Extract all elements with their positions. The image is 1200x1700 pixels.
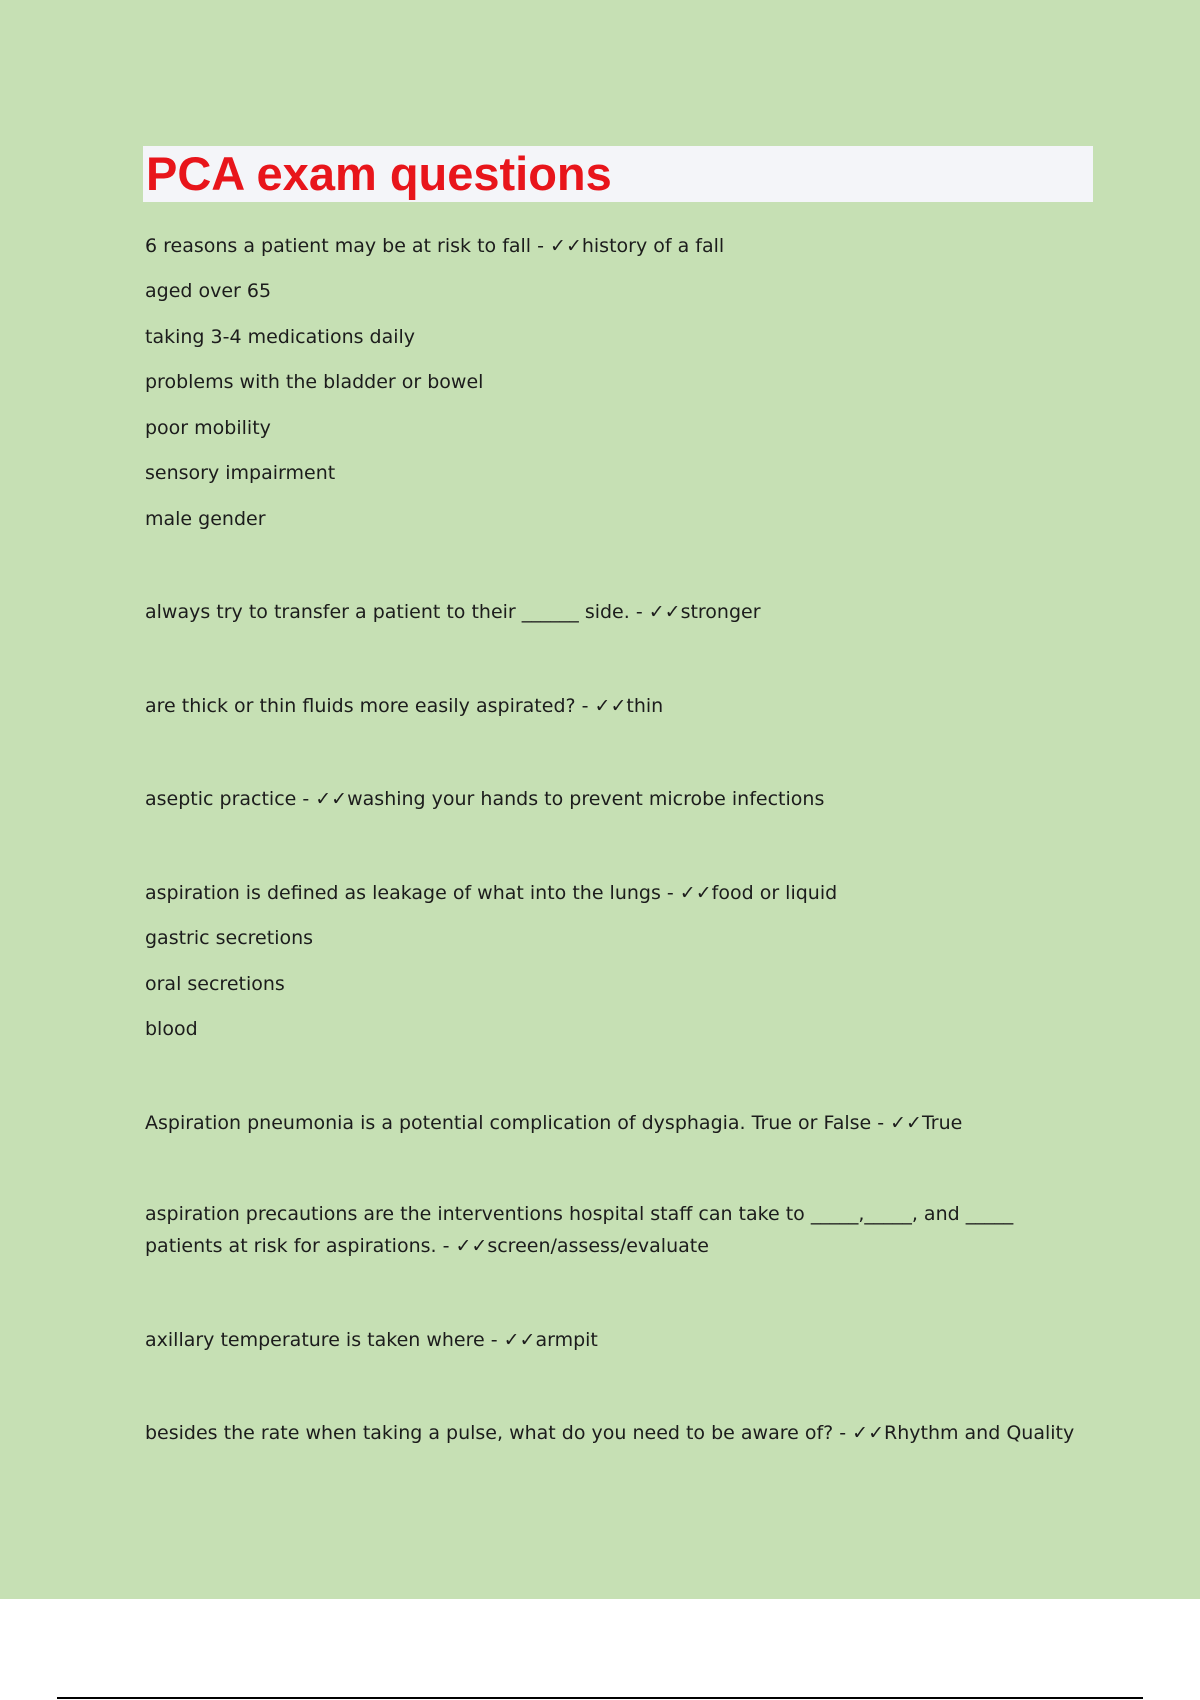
question-text: aseptic practice - ✓✓washing your hands to prevent microbe infections	[145, 788, 825, 810]
answer-list-item: taking 3-4 medications daily	[145, 326, 416, 348]
question-text: Aspiration pneumonia is a potential complication of dysphagia. True or False - ✓✓True	[145, 1112, 963, 1134]
question-text: are thick or thin fluids more easily aspirated? - ✓✓thin	[145, 695, 664, 717]
answer-list-item: sensory impairment	[145, 462, 336, 484]
answer-list-item: aged over 65	[145, 280, 272, 302]
question-text: always try to transfer a patient to their ______ side. - ✓✓stronger	[145, 601, 761, 623]
answer-list-item: gastric secretions	[145, 927, 314, 949]
answer-list-item: problems with the bladder or bowel	[145, 371, 484, 393]
question-text: 6 reasons a patient may be at risk to fall - ✓✓history of a fall	[145, 235, 725, 257]
title-banner	[143, 146, 1093, 202]
question-text: besides the rate when taking a pulse, what do you need to be aware of? - ✓✓Rhythm and Quality	[145, 1422, 1075, 1444]
document-title: PCA exam questions	[146, 147, 612, 200]
answer-list-item: oral secretions	[145, 973, 285, 995]
answer-list-item: blood	[145, 1018, 198, 1040]
question-text: axillary temperature is taken where - ✓✓armpit	[145, 1329, 598, 1351]
question-text: aspiration is defined as leakage of what into the lungs - ✓✓food or liquid	[145, 882, 838, 904]
answer-list-item: poor mobility	[145, 417, 271, 439]
footer-divider	[57, 1697, 1143, 1699]
question-text: aspiration precautions are the interventions hospital staff can take to _____,_____, and _____ patients at risk for aspirations. - ✓✓screen/assess/evaluate	[145, 1203, 1014, 1257]
answer-list-item: male gender	[145, 508, 266, 530]
